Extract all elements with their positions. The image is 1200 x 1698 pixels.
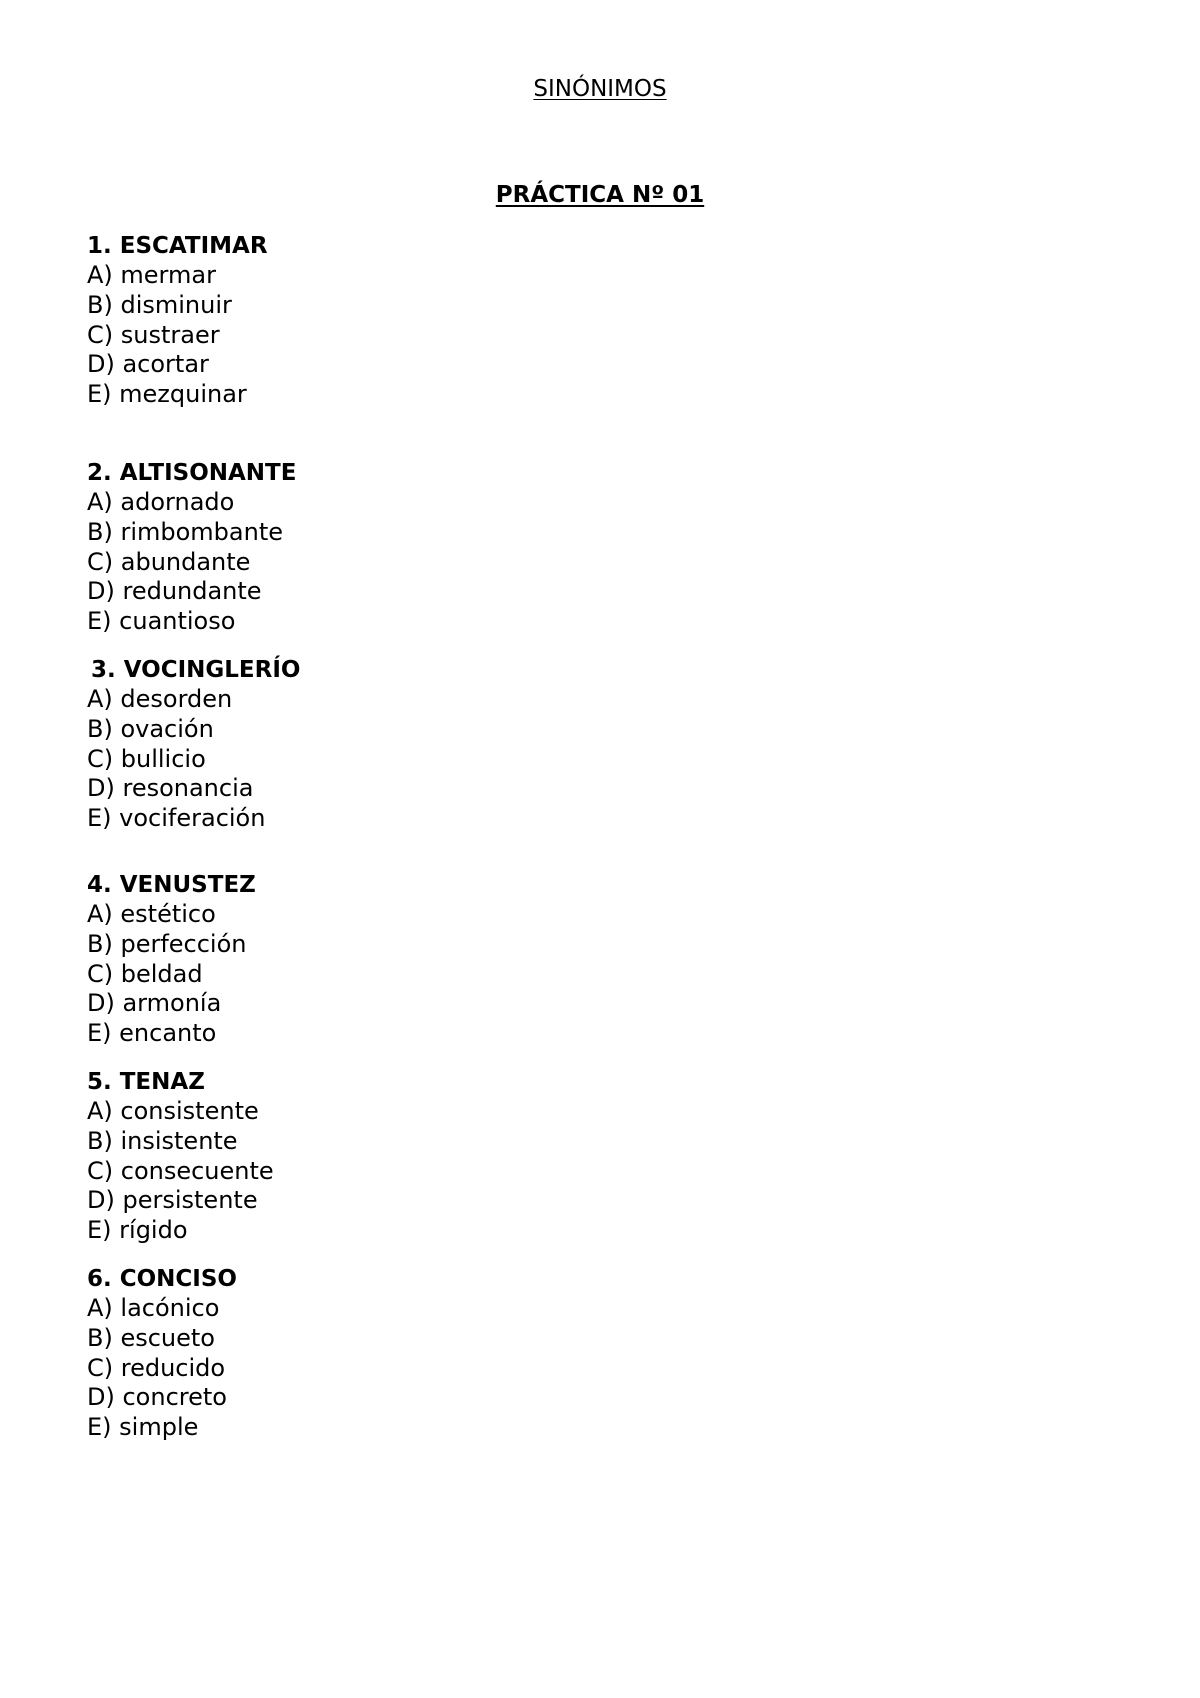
option-e: E) encanto xyxy=(87,1019,217,1048)
document-title-text: SINÓNIMOS xyxy=(533,76,667,102)
question-heading: 4. VENUSTEZ xyxy=(87,872,256,898)
question-3 xyxy=(87,655,591,834)
option-e: E) simple xyxy=(87,1413,199,1442)
option-b: B) perfección xyxy=(87,929,247,958)
option-d: D) resonancia xyxy=(87,774,254,803)
option-c: C) consecuente xyxy=(87,1156,274,1185)
option-b: B) disminuir xyxy=(87,290,232,319)
option-b: B) rimbombante xyxy=(87,517,283,546)
option-c: C) bullicio xyxy=(87,744,206,773)
option-e: E) cuantioso xyxy=(87,607,236,636)
practice-title-text: PRÁCTICA Nº 01 xyxy=(495,182,705,208)
option-list xyxy=(87,261,587,410)
option-d: D) concreto xyxy=(87,1383,227,1412)
option-b: B) escueto xyxy=(87,1323,215,1352)
question-1 xyxy=(87,231,587,410)
option-d: D) acortar xyxy=(87,350,209,379)
question-4 xyxy=(87,870,587,1049)
question-5 xyxy=(87,1067,587,1246)
option-e: E) vociferación xyxy=(87,804,266,833)
question-6 xyxy=(87,1264,587,1443)
option-c: C) abundante xyxy=(87,547,251,576)
option-list xyxy=(87,685,591,834)
option-d: D) armonía xyxy=(87,989,222,1018)
option-b: B) ovación xyxy=(87,714,214,743)
option-b: B) insistente xyxy=(87,1126,238,1155)
option-d: D) redundante xyxy=(87,577,262,606)
option-a: A) adornado xyxy=(87,488,235,516)
question-heading: 6. CONCISO xyxy=(87,1266,237,1292)
question-heading: 3. VOCINGLERÍO xyxy=(91,657,301,683)
option-list xyxy=(87,1294,587,1443)
option-list xyxy=(87,1097,587,1246)
question-2 xyxy=(87,458,587,637)
document-title xyxy=(0,76,1200,102)
question-heading: 2. ALTISONANTE xyxy=(87,460,297,486)
option-e: E) mezquinar xyxy=(87,380,247,409)
option-c: C) reducido xyxy=(87,1353,226,1382)
option-e: E) rígido xyxy=(87,1216,188,1245)
option-list xyxy=(87,488,587,637)
option-d: D) persistente xyxy=(87,1186,258,1215)
option-c: C) beldad xyxy=(87,959,203,988)
practice-title xyxy=(0,182,1200,208)
option-a: A) estético xyxy=(87,900,216,928)
option-a: A) lacónico xyxy=(87,1294,220,1322)
question-heading: 5. TENAZ xyxy=(87,1069,205,1095)
option-a: A) consistente xyxy=(87,1097,259,1125)
question-heading: 1. ESCATIMAR xyxy=(87,233,268,259)
option-list xyxy=(87,900,587,1049)
option-c: C) sustraer xyxy=(87,320,220,349)
option-a: A) mermar xyxy=(87,261,216,289)
option-a: A) desorden xyxy=(87,685,233,713)
